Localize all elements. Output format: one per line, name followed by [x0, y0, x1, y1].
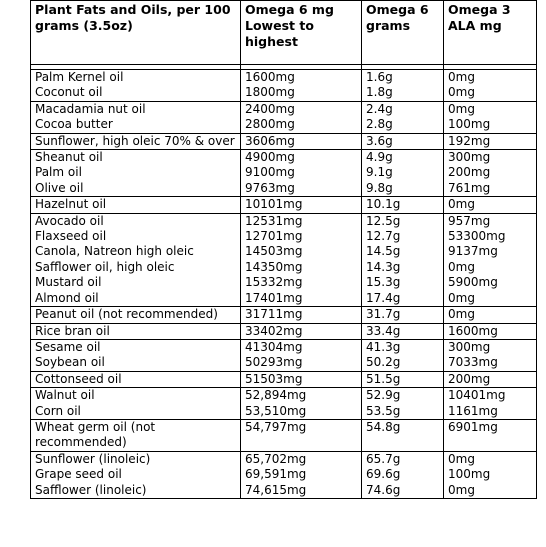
- cell-line: 200mg: [448, 371, 491, 386]
- omega6-grams-cell: [362, 150, 444, 197]
- cell-line: 2.8g: [366, 117, 393, 132]
- cell-line: Flaxseed oil: [35, 229, 107, 244]
- omega6-grams-cell: [362, 197, 444, 213]
- omega6-mg-cell: [241, 133, 362, 149]
- oil-name-cell: [31, 371, 241, 387]
- cell-line: 0mg: [448, 70, 475, 84]
- cell-line: 300mg: [448, 339, 491, 354]
- cell-line: 300mg: [448, 150, 491, 165]
- cell-line: 9137mg: [448, 244, 498, 259]
- cell-line: Rice bran oil: [35, 323, 110, 338]
- cell-line: 53,510mg: [245, 403, 307, 418]
- cell-line: 5900mg: [448, 275, 498, 290]
- omega3-ala-cell: [444, 133, 537, 149]
- omega3-ala-cell: [444, 101, 537, 133]
- cell-line: 51.5g: [366, 371, 401, 386]
- oil-name-cell: [31, 197, 241, 213]
- cell-line: 65.7g: [366, 451, 401, 466]
- cell-line: Palm Kernel oil: [35, 70, 124, 84]
- table-row: [31, 451, 537, 498]
- cell-line: 31.7g: [366, 307, 401, 322]
- omega6-mg-cell: [241, 150, 362, 197]
- cell-line: 17.4g: [366, 290, 401, 305]
- cell-line: 53300mg: [448, 229, 506, 244]
- cell-line: Hazelnut oil: [35, 197, 107, 212]
- omega6-mg-cell: [241, 213, 362, 306]
- omega3-ala-cell: [444, 323, 537, 339]
- omega6-grams-cell: [362, 70, 444, 102]
- cell-line: Grape seed oil: [35, 467, 122, 482]
- cell-line: 1161mg: [448, 403, 498, 418]
- oil-name-cell: [31, 451, 241, 498]
- cell-line: 12531mg: [245, 213, 303, 228]
- oil-name-cell: [31, 323, 241, 339]
- cell-line: 10.1g: [366, 197, 401, 212]
- cell-line: 33.4g: [366, 323, 401, 338]
- cell-line: 0mg: [448, 85, 475, 100]
- table-row: [31, 213, 537, 306]
- cell-line: 52.9g: [366, 388, 401, 403]
- omega3-ala-cell: [444, 70, 537, 102]
- omega6-mg-cell: [241, 388, 362, 420]
- cell-line: 50293mg: [245, 355, 303, 370]
- cell-line: 31711mg: [245, 307, 303, 322]
- cell-line: 4.9g: [366, 150, 393, 165]
- cell-line: Peanut oil (not recommended): [35, 307, 218, 322]
- omega3-ala-cell: [444, 451, 537, 498]
- header-omega6-grams: Omega 6 grams: [362, 1, 444, 65]
- cell-line: 50.2g: [366, 355, 401, 370]
- cell-line: 0mg: [448, 101, 475, 116]
- cell-line: 7033mg: [448, 355, 498, 370]
- cell-line: 12701mg: [245, 229, 303, 244]
- cell-line: 761mg: [448, 180, 491, 195]
- cell-line: 957mg: [448, 213, 491, 228]
- cell-line: 51503mg: [245, 371, 303, 386]
- cell-line: 15.3g: [366, 275, 401, 290]
- omega6-grams-cell: [362, 371, 444, 387]
- header-plant-fats: Plant Fats and Oils, per 100 grams (3.5oz): [31, 1, 241, 65]
- cell-line: Soybean oil: [35, 355, 105, 370]
- cell-line: 14503mg: [245, 244, 303, 259]
- omega3-ala-cell: [444, 371, 537, 387]
- cell-line: 9763mg: [245, 180, 295, 195]
- cell-line: Walnut oil: [35, 388, 95, 403]
- table-row: [31, 197, 537, 213]
- cell-line: 41.3g: [366, 339, 401, 354]
- omega-content-table: [30, 0, 537, 499]
- cell-line: Corn oil: [35, 403, 81, 418]
- cell-line: 200mg: [448, 165, 491, 180]
- omega3-ala-cell: [444, 388, 537, 420]
- cell-line: 4900mg: [245, 150, 295, 165]
- cell-line: 0mg: [448, 482, 475, 497]
- oil-name-cell: [31, 133, 241, 149]
- cell-line: 100mg: [448, 467, 491, 482]
- cell-line: 0mg: [448, 290, 475, 305]
- omega6-mg-cell: [241, 197, 362, 213]
- cell-line: 10101mg: [245, 197, 303, 212]
- cell-line: 3606mg: [245, 133, 295, 148]
- cell-line: 10401mg: [448, 388, 506, 403]
- omega6-grams-cell: [362, 339, 444, 371]
- omega6-mg-cell: [241, 419, 362, 451]
- oil-name-cell: [31, 339, 241, 371]
- cell-line: 54.8g: [366, 419, 401, 434]
- oil-name-cell: [31, 70, 241, 102]
- table-row: [31, 419, 537, 451]
- table-row: [31, 101, 537, 133]
- cell-line: 12.5g: [366, 213, 401, 228]
- cell-line: Canola, Natreon high oleic: [35, 244, 194, 259]
- omega6-mg-cell: [241, 323, 362, 339]
- header-omega6-mg: Omega 6 mg Lowest to highest: [241, 1, 362, 65]
- cell-line: 1600mg: [245, 70, 295, 84]
- oil-name-cell: [31, 150, 241, 197]
- cell-line: 9.8g: [366, 180, 393, 195]
- cell-line: Almond oil: [35, 290, 99, 305]
- cell-line: Coconut oil: [35, 85, 103, 100]
- cell-line: 69,591mg: [245, 467, 307, 482]
- omega3-ala-cell: [444, 213, 537, 306]
- cell-line: Safflower oil, high oleic: [35, 259, 175, 274]
- omega3-ala-cell: [444, 339, 537, 371]
- cell-line: 41304mg: [245, 339, 303, 354]
- table-row: [31, 339, 537, 371]
- cell-line: Palm oil: [35, 165, 82, 180]
- cell-line: Olive oil: [35, 180, 84, 195]
- omega6-grams-cell: [362, 307, 444, 323]
- cell-line: 14.5g: [366, 244, 401, 259]
- omega6-mg-cell: [241, 101, 362, 133]
- cell-line: Wheat germ oil (not recommended): [35, 419, 156, 450]
- table-row: [31, 70, 537, 102]
- omega6-grams-cell: [362, 213, 444, 306]
- table-header-row: [31, 1, 537, 65]
- cell-line: 74,615mg: [245, 482, 307, 497]
- cell-line: Mustard oil: [35, 275, 102, 290]
- cell-line: 69.6g: [366, 467, 401, 482]
- cell-line: 0mg: [448, 259, 475, 274]
- table-row: [31, 371, 537, 387]
- cell-line: Sesame oil: [35, 339, 101, 354]
- omega6-grams-cell: [362, 323, 444, 339]
- cell-line: 100mg: [448, 117, 491, 132]
- cell-line: 2400mg: [245, 101, 295, 116]
- omega6-grams-cell: [362, 419, 444, 451]
- omega6-mg-cell: [241, 70, 362, 102]
- cell-line: Safflower (linoleic): [35, 482, 147, 497]
- omega6-grams-cell: [362, 451, 444, 498]
- omega6-mg-cell: [241, 339, 362, 371]
- cell-line: Sunflower, high oleic 70% & over: [35, 133, 235, 148]
- header-omega3-ala: Omega 3 ALA mg: [444, 1, 537, 65]
- cell-line: 2800mg: [245, 117, 295, 132]
- oil-name-cell: [31, 307, 241, 323]
- omega6-mg-cell: [241, 307, 362, 323]
- omega3-ala-cell: [444, 197, 537, 213]
- cell-line: 0mg: [448, 307, 475, 322]
- cell-line: 54,797mg: [245, 419, 307, 434]
- cell-line: Cocoa butter: [35, 117, 113, 132]
- cell-line: 2.4g: [366, 101, 393, 116]
- cell-line: 74.6g: [366, 482, 401, 497]
- cell-line: 1800mg: [245, 85, 295, 100]
- cell-line: 9100mg: [245, 165, 295, 180]
- table-row: [31, 323, 537, 339]
- cell-line: 52,894mg: [245, 388, 307, 403]
- omega6-grams-cell: [362, 101, 444, 133]
- table-row: [31, 307, 537, 323]
- table-row: [31, 133, 537, 149]
- oil-name-cell: [31, 101, 241, 133]
- cell-line: 17401mg: [245, 290, 303, 305]
- cell-line: Cottonseed oil: [35, 371, 122, 386]
- cell-line: 65,702mg: [245, 451, 307, 466]
- oil-name-cell: [31, 213, 241, 306]
- omega3-ala-cell: [444, 419, 537, 451]
- cell-line: 6901mg: [448, 419, 498, 434]
- cell-line: 3.6g: [366, 133, 393, 148]
- cell-line: 53.5g: [366, 403, 401, 418]
- omega3-ala-cell: [444, 150, 537, 197]
- omega6-mg-cell: [241, 371, 362, 387]
- omega6-grams-cell: [362, 133, 444, 149]
- cell-line: 33402mg: [245, 323, 303, 338]
- table-row: [31, 150, 537, 197]
- cell-line: Sunflower (linoleic): [35, 451, 151, 466]
- oil-name-cell: [31, 388, 241, 420]
- cell-line: 9.1g: [366, 165, 393, 180]
- cell-line: 14350mg: [245, 259, 303, 274]
- cell-line: 14.3g: [366, 259, 401, 274]
- cell-line: Sheanut oil: [35, 150, 103, 165]
- omega6-grams-cell: [362, 388, 444, 420]
- omega6-mg-cell: [241, 451, 362, 498]
- cell-line: 0mg: [448, 197, 475, 212]
- cell-line: 1600mg: [448, 323, 498, 338]
- cell-line: 1.6g: [366, 70, 393, 84]
- omega3-ala-cell: [444, 307, 537, 323]
- cell-line: Avocado oil: [35, 213, 104, 228]
- cell-line: 0mg: [448, 451, 475, 466]
- oils-table-container: [30, 0, 537, 499]
- cell-line: 12.7g: [366, 229, 401, 244]
- cell-line: 192mg: [448, 133, 491, 148]
- cell-line: 15332mg: [245, 275, 303, 290]
- cell-line: Macadamia nut oil: [35, 101, 146, 116]
- table-row: [31, 388, 537, 420]
- cell-line: 1.8g: [366, 85, 393, 100]
- oil-name-cell: [31, 419, 241, 451]
